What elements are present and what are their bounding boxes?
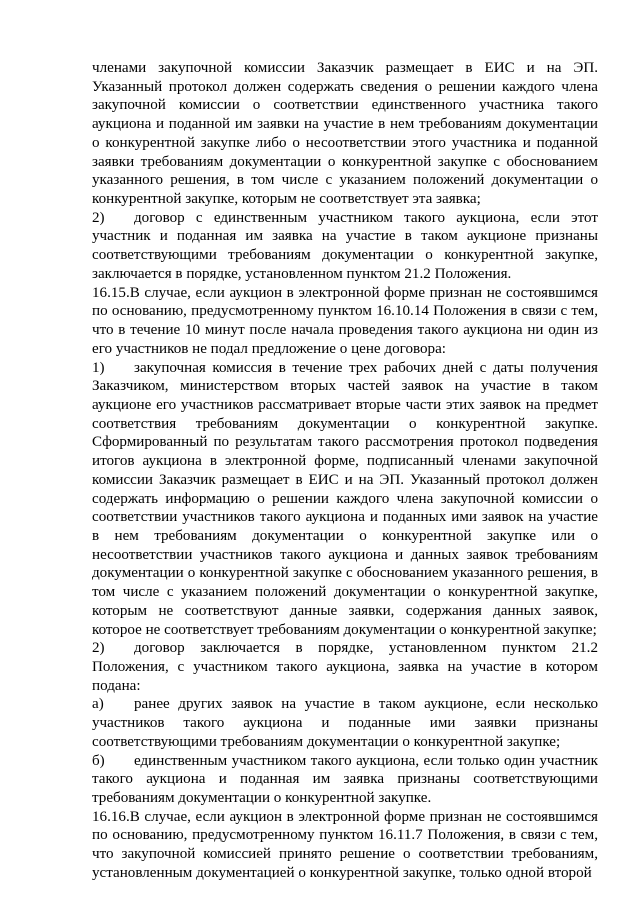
paragraph-16-15: 16.15.В случае, если аукцион в электронной форме признан не состоявшимся по основанию, предусмотренному пунктом 16.10.14 Положения в связи с тем, что в течение 10 минут после начала проведения такого аукциона ни один из его участников не подал предложение о цене договора: bbox=[92, 284, 598, 357]
list-item-text: закупочная комиссия в течение трех рабочих дней с даты получения Заказчиком, министерством вторых частей заявок на участие в таком аукционе его участников рассматривает вторые части этих заявок на предмет соответствия требованиям документации о конкурентной закупке. Сформированный по результатам такого рассмотрения протокол подведения итогов аукциона в электронной форме, подписанный членами закупочной комиссии Заказчик размещает в ЕИС и на ЭП. Указанный протокол должен содержать информацию о решении каждого члена закупочной комиссии о соответствии участников такого аукциона и поданных ими заявок на участие в нем требованиям документации о конкурентной закупке или о несоответствии участников такого аукциона и данных заявок требованиям документации о конкурентной закупке с обоснованием указанного решения, в том числе с указанием положений документации о конкурентной закупке, которым не соответствуют данные заявки, содержания данных заявок, которое не соответствует требованиям документации о конкурентной закупке; bbox=[92, 359, 598, 638]
list-item-b-sole-participant bbox=[92, 752, 598, 808]
list-marker: 2) bbox=[92, 209, 105, 226]
list-marker: 1) bbox=[92, 359, 105, 376]
document-page bbox=[92, 59, 598, 883]
list-item-1-commission-review bbox=[92, 359, 598, 640]
list-item-text: договор заключается в порядке, установленном пунктом 21.2 Положения, с участником такого аукциона, заявка на участие в котором подана: bbox=[92, 640, 598, 694]
list-item-2-contract-conclusion bbox=[92, 639, 598, 695]
list-item-text: ранее других заявок на участие в таком аукционе, если несколько участников такого аукциона и поданные ими заявки признаны соответствующими требованиям документации о конкурентной закупке; bbox=[92, 696, 598, 750]
list-item-2-single-participant-contract bbox=[92, 209, 598, 284]
list-marker: а) bbox=[92, 696, 104, 713]
list-item-a-earlier-bid bbox=[92, 695, 598, 751]
paragraph-continuation-protocol: членами закупочной комиссии Заказчик размещает в ЕИС и на ЭП. Указанный протокол должен содержать сведения о решении каждого члена закупочной комиссии о соответствии единственного участника такого аукциона и поданной им заявки на участие в нем требованиям документации о конкурентной закупке либо о несоответствии этого участника и поданной заявки требованиям документации о конкурентной закупке с обоснованием указанного решения, в том числе с указанием положений документации о конкурентной закупке, которым не соответствует эта заявка; bbox=[92, 60, 598, 208]
list-item-text: единственным участником такого аукциона, если только один участник такого аукциона и поданная им заявка признаны соответствующими требованиям документации о конкурентной закупке. bbox=[92, 752, 598, 807]
list-item-text: договор с единственным участником такого аукциона, если этот участник и поданная им заявка на участие в таком аукционе признаны соответствующими требованиям документации о конкурентной закупке, заключается в порядке, установленном пунктом 21.2 Положения. bbox=[92, 209, 598, 282]
list-marker: 2) bbox=[92, 640, 105, 657]
paragraph-16-16: 16.16.В случае, если аукцион в электронной форме признан не состоявшимся по основанию, предусмотренному пунктом 16.11.7 Положения, в связи с тем, что закупочной комиссией принято решение о соответствии требованиям, установленным документацией о конкурентной закупке, только одной второй bbox=[92, 808, 598, 881]
list-marker: б) bbox=[92, 752, 105, 769]
